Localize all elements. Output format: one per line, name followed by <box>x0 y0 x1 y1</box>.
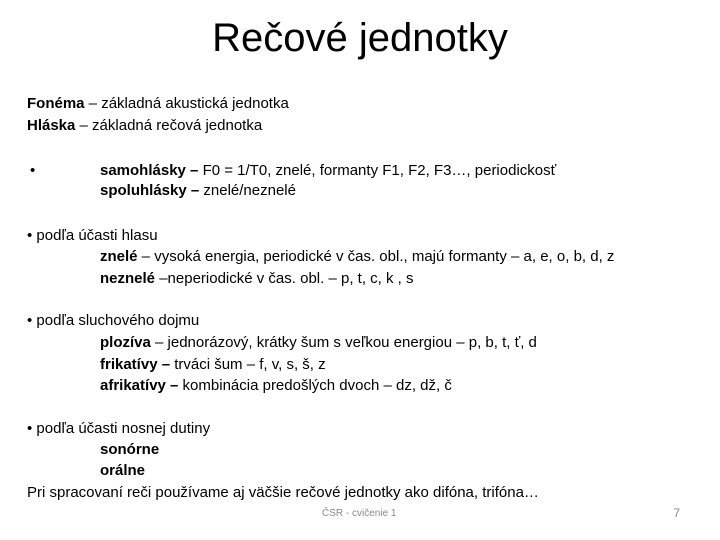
line-term: plozíva <box>100 334 151 351</box>
closing-text: Pri spracovaní reči používame aj väčšie rečové jednotky ako difóna, trifóna… <box>27 484 539 501</box>
line-text: – jednorázový, krátky šum s veľkou energiou – p, b, t, ť, d <box>150 334 537 351</box>
line-term: afrikatívy – <box>100 377 179 394</box>
bullet3-line-frikativy <box>100 356 326 374</box>
line-text: kombinácia predošlých dvoch – dz, dž, č <box>178 377 452 394</box>
bullet2-line-neznele <box>100 270 414 288</box>
line-text: – vysoká energia, periodické v čas. obl., majú formanty – a, e, o, b, d, z <box>137 248 615 265</box>
slide-title: Rečové jednotky <box>212 16 508 60</box>
definition-text: – základná rečová jednotka <box>75 117 263 134</box>
bullet2-heading: • podľa účasti hlasu <box>27 227 158 244</box>
bullet1-line-spoluhlasky <box>100 182 296 200</box>
line-text: znelé/neznelé <box>199 182 296 199</box>
line-term: frikatívy – <box>100 356 171 373</box>
bullet1-line-samohlasky <box>100 162 556 180</box>
definition-fonema <box>27 95 289 113</box>
slide-footer: ČSR - cvičenie 1 <box>322 508 397 519</box>
definition-term: Hláska <box>27 117 76 134</box>
bullet4-heading: • podľa účasti nosnej dutiny <box>27 420 211 437</box>
line-text: –neperiodické v čas. obl. – p, t, c, k , s <box>155 270 414 287</box>
bullet4-line-oralne: orálne <box>100 462 146 479</box>
line-term: samohlásky – <box>100 162 199 179</box>
page-number: 7 <box>673 506 680 520</box>
bullet4-line-sonorne: sonórne <box>100 441 160 458</box>
definition-text: – základná akustická jednotka <box>84 95 289 112</box>
line-term: neznelé <box>100 270 156 287</box>
bullet3-line-afrikativy <box>100 377 452 395</box>
line-term: znelé <box>100 248 138 265</box>
bullet-marker: • <box>30 162 36 179</box>
bullet2-line-znele <box>100 248 614 266</box>
line-text: trváci šum – f, v, s, š, z <box>170 356 326 373</box>
definition-term: Fonéma <box>27 95 85 112</box>
bullet3-line-ploziva <box>100 334 537 352</box>
line-term: spoluhlásky – <box>100 182 200 199</box>
definition-hlaska <box>27 117 262 135</box>
line-text: F0 = 1/T0, znelé, formanty F1, F2, F3…, periodickosť <box>198 162 557 179</box>
bullet3-heading: • podľa sluchového dojmu <box>27 312 200 329</box>
